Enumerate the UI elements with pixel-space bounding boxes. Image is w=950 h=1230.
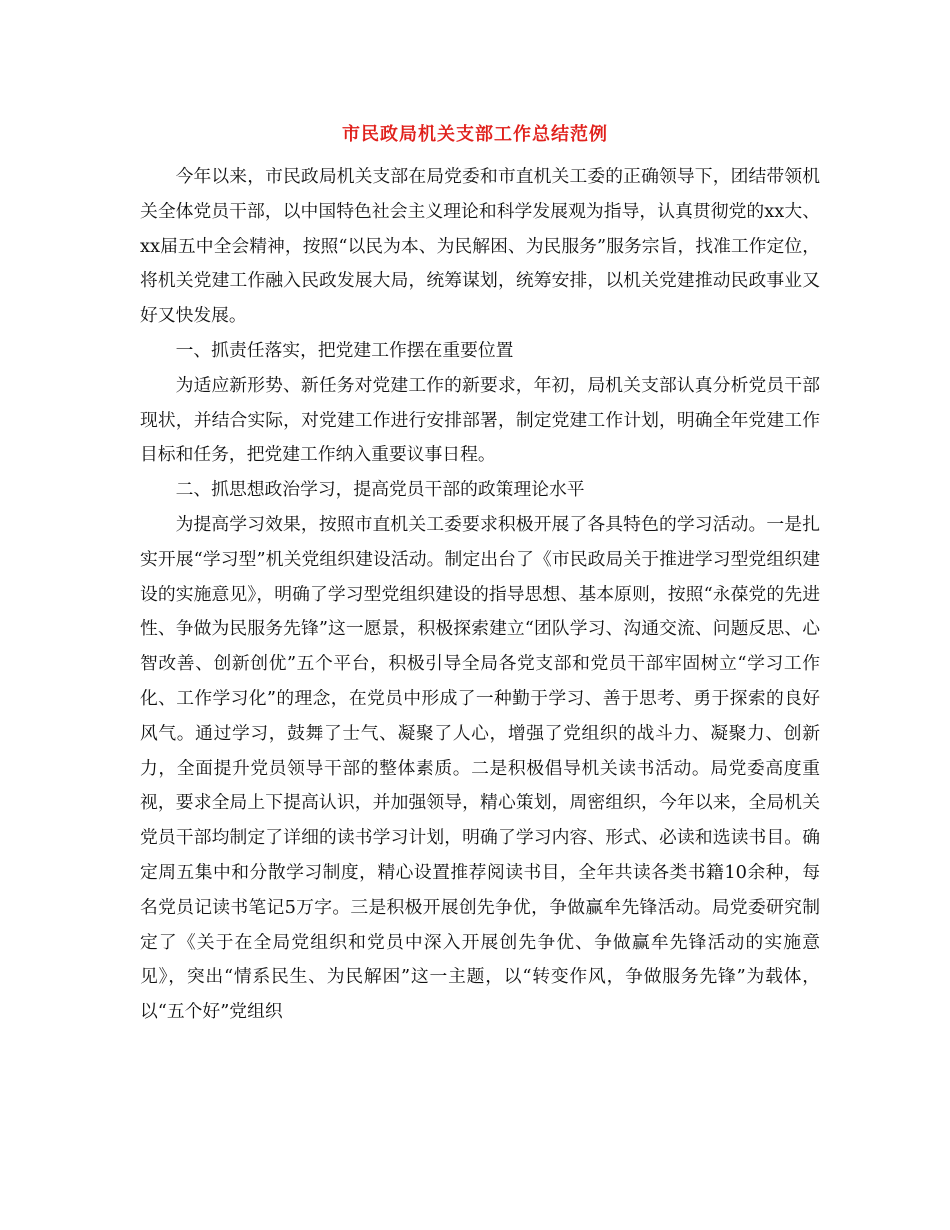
section-heading-1: 一、抓责任落实，把党建工作摆在重要位置 bbox=[175, 339, 514, 361]
paragraph-intro: 今年以来，市民政局机关支部在局党委和市直机关工委的正确领导下，团结带领机关全体党员干部，以中国特色社会主义理论和科学发展观为指导，认真贯彻党的xx大、xx届五中全会精神，按照“以民为本、为民解困、为民服务”服务宗旨，找准工作定位，将机关党建工作融入民政发展大局，统筹谋划，统筹安排，以机关党建推动民政事业又好又快发展。 bbox=[140, 166, 820, 327]
paragraph-section-1: 为适应新形势、新任务对党建工作的新要求，年初，局机关支部认真分析党员干部现状，并结合实际，对党建工作进行安排部署，制定党建工作计划，明确全年党建工作目标和任务，把党建工作纳入重要议事日程。 bbox=[140, 374, 820, 466]
document-title: 市民政局机关支部工作总结范例 bbox=[342, 124, 608, 145]
section-heading-2: 二、抓思想政治学习，提高党员干部的政策理论水平 bbox=[175, 479, 585, 501]
paragraph-section-2: 为提高学习效果，按照市直机关工委要求积极开展了各具特色的学习活动。一是扎实开展“学习型”机关党组织建设活动。制定出台了《市民政局关于推进学习型党组织建设的实施意见》，明确了学习型党组织建设的指导思想、基本原则，按照“永葆党的先进性、争做为民服务先锋”这一愿景，积极探索建立“团队学习、沟通交流、问题反思、心智改善、创新创优”五个平台，积极引导全局各党支部和党员干部牢固树立“学习工作化、工作学习化”的理念，在党员中形成了一种勤于学习、善于思考、勇于探索的良好风气。通过学习，鼓舞了士气、凝聚了人心，增强了党组织的战斗力、凝聚力、创新力，全面提升党员领导干部的整体素质。二是积极倡导机关读书活动。局党委高度重视，要求全局上下提高认识，并加强领导，精心策划，周密组织，今年以来，全局机关党员干部均制定了详细的读书学习计划，明确了学习内容、形式、必读和选读书目。确定周五集中和分散学习制度，精心设置推荐阅读书目，全年共读各类书籍10余种，每名党员记读书笔记5万字。三是积极开展创先争优，争做赢牟先锋活动。局党委研究制定了《关于在全局党组织和党员中深入开展创先争优、争做赢牟先锋活动的实施意见》，突出“情系民生、为民解困”这一主题，以“转变作风，争做服务先锋”为载体，以“五个好”党组织 bbox=[140, 513, 820, 1023]
document-body bbox=[140, 160, 820, 1030]
